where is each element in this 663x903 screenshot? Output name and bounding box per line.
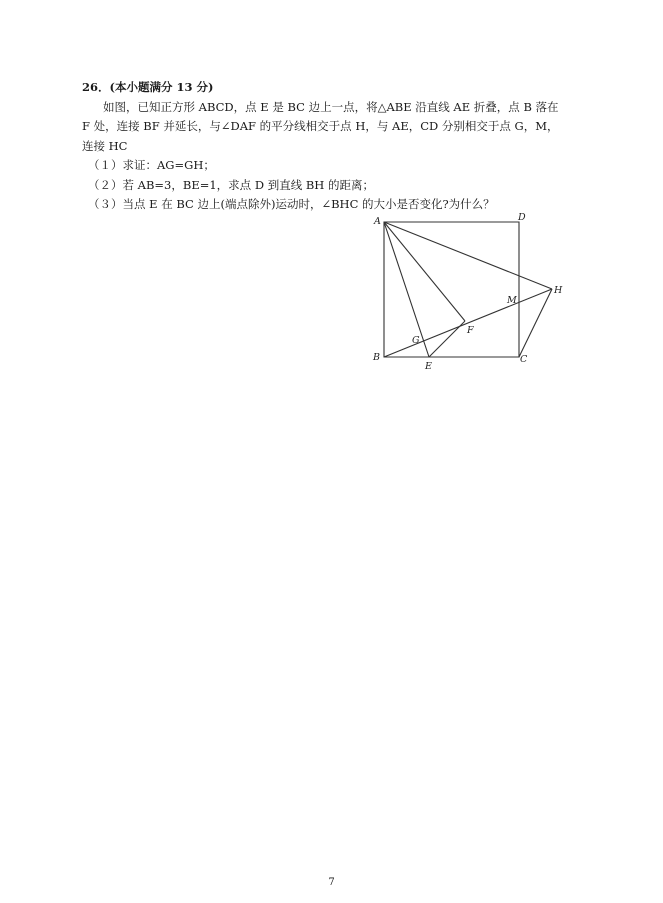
problem-title: 26．(本小题满分 13 分) [82, 80, 214, 94]
geometry-diagram [362, 212, 574, 374]
label-d: D [518, 212, 526, 223]
geometry-figure [362, 212, 574, 374]
label-f: F [467, 325, 474, 336]
page-number: 7 [328, 877, 335, 888]
label-c: C [520, 354, 528, 365]
square-abcd [384, 222, 519, 357]
problem-part-1: （１）求证：AG=GH； [88, 158, 215, 172]
problem-part-3: （３）当点 E 在 BC 边上(端点除外)运动时，∠BHC 的大小是否变化?为什么？ [88, 197, 495, 211]
label-e: E [425, 361, 432, 372]
segment-af [384, 222, 465, 321]
problem-body-line-1: 如图，已知正方形 ABCD，点 E 是 BC 边上一点，将△ABE 沿直线 AE 折叠，点 B 落在 [103, 99, 559, 114]
problem-body-line-2: F 处，连接 BF 并延长，与∠DAF 的平分线相交于点 H，与 AE，CD 分别相交于点 G，M， [82, 119, 559, 133]
segment-hc [519, 289, 552, 357]
label-h: H [554, 285, 563, 296]
label-g: G [412, 335, 420, 346]
label-m: M [507, 295, 517, 306]
problem-text [82, 78, 582, 215]
problem-body-line-3: 连接 HC [82, 138, 128, 153]
segment-ae [384, 222, 429, 357]
problem-part-2: （２）若 AB=3，BE=1，求点 D 到直线 BH 的距离； [88, 177, 374, 192]
segment-ah [384, 222, 552, 289]
label-b: B [373, 352, 380, 363]
label-a: A [374, 216, 381, 227]
